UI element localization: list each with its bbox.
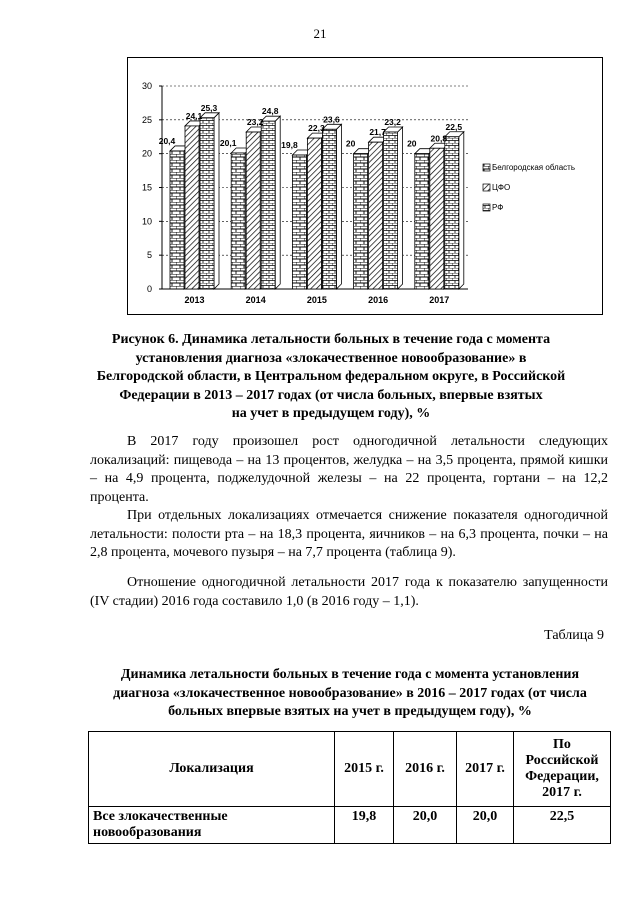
row-value-2015: 19,8 [335, 807, 394, 844]
bar-side [336, 124, 341, 289]
legend-label: Белгородская область [492, 163, 575, 172]
table-title-line: Динамика летальности больных в течение года с момента установления [120, 667, 580, 682]
bar [369, 142, 383, 289]
y-tick-label: 10 [141, 216, 152, 227]
bar [292, 155, 306, 289]
bar [231, 153, 245, 289]
bar-value-label: 21,7 [369, 127, 386, 138]
header-russia-2017: По Российской Федерации, 2017 г. [514, 732, 611, 807]
header-2016: 2016 г. [394, 732, 457, 807]
paragraph-decline: При отдельных локализациях отмечается снижение показателя одногодичной летальности: полости рта – на 18,3 процента, яичников – на 6,3 процента, почки – на 2,8 процента, мочевого пузыря – на 7,7 процента (таблица 9). [90, 508, 608, 561]
legend-swatch [483, 164, 490, 171]
paragraph-growth: В 2017 году произошел рост одногодичной летальности следующих локализаций: пищевода – на 13 процентов, желудка – на 3,5 процента, прямой кишки – на 4,9 процента, поджелудочной железы – на 22 процента, гортани – на 12,2 процента. [90, 434, 608, 506]
row-value-2016: 20,0 [394, 807, 457, 844]
legend-label: РФ [492, 203, 504, 212]
mortality-table [88, 731, 611, 844]
bar [307, 138, 321, 289]
bar [354, 154, 368, 289]
table-label: Таблица 9 [544, 628, 604, 643]
bar-value-label: 20 [407, 138, 417, 149]
x-tick-label: 2015 [306, 295, 327, 305]
x-tick-label: 2014 [245, 295, 266, 305]
y-tick-label: 25 [141, 114, 152, 125]
bar [170, 151, 184, 289]
header-2015: 2015 г. [335, 732, 394, 807]
table-title-line: диагноза «злокачественное новообразование» в 2016 – 2017 годах (от числа [113, 685, 587, 701]
caption-line: Федерации в 2013 – 2017 годах (от числа больных, впервые взятых [119, 387, 543, 403]
bar-value-label: 20 [345, 138, 356, 149]
bar-value-label: 23,6 [323, 114, 340, 125]
row-localization: Все злокачественные новообразования [89, 807, 335, 844]
bar-value-label: 20,4 [158, 135, 176, 146]
page-number: 21 [313, 26, 327, 41]
paragraph-ratio: Отношение одногодичной летальности 2017 года к показателю запущенности (IV стадии) 2016 года составило 1,0 (в 2016 году – 1,1). [90, 575, 608, 609]
caption-line: на учет в предыдущем году), % [231, 406, 431, 421]
figure-caption [96, 331, 566, 424]
bar-value-label: 24,1 [185, 110, 203, 121]
x-tick-label: 2017 [429, 295, 450, 305]
table-header-row [89, 732, 611, 807]
bar [445, 137, 459, 289]
bar [430, 148, 444, 289]
bar-value-label: 23,2 [246, 117, 264, 128]
legend-swatch [483, 204, 490, 211]
bar [322, 129, 336, 289]
legend-swatch [483, 184, 490, 191]
bar [415, 154, 429, 289]
bar-value-label: 24,8 [261, 106, 279, 117]
bar [200, 118, 214, 289]
bar-side [275, 116, 280, 289]
header-localization: Локализация [89, 732, 335, 807]
table-row [89, 807, 611, 844]
y-tick-label: 0 [146, 284, 152, 294]
bar [261, 121, 275, 289]
bar-value-label: 20,8 [430, 133, 448, 144]
header-2017: 2017 г. [457, 732, 514, 807]
table-title-line: больных впервые взятых на учет в предыдущем году), % [168, 704, 532, 719]
bar-side [214, 113, 219, 289]
chart-svg [128, 58, 604, 316]
y-tick-label: 30 [141, 81, 152, 91]
legend-label: ЦФО [492, 183, 511, 192]
caption-line: установления диагноза «злокачественное новообразование» в [135, 350, 527, 366]
bar [246, 132, 260, 289]
bar-side [398, 127, 403, 289]
bar-value-label: 22,3 [308, 123, 325, 134]
bar-value-label: 20,1 [219, 137, 237, 148]
y-tick-label: 15 [141, 182, 152, 193]
bar-value-label: 19,8 [281, 140, 298, 151]
y-tick-label: 5 [146, 250, 152, 261]
bar-value-label: 22,5 [445, 121, 463, 132]
y-tick-label: 20 [141, 148, 152, 159]
bar [185, 126, 199, 289]
x-tick-label: 2013 [184, 295, 205, 305]
bar-value-label: 25,3 [200, 102, 218, 113]
bar-value-label: 23,2 [384, 117, 401, 128]
table-title [88, 666, 612, 722]
caption-line: Белгородской области, в Центральном федеральном округе, в Российской [96, 369, 566, 384]
bar [384, 132, 398, 289]
bar-side [459, 132, 464, 289]
row-value-2017: 20,0 [457, 807, 514, 844]
row-value-russia: 22,5 [514, 807, 611, 844]
bar-chart [127, 57, 603, 315]
x-tick-label: 2016 [368, 295, 389, 305]
caption-line: Рисунок 6. Динамика летальности больных в течение года с момента [111, 332, 551, 347]
